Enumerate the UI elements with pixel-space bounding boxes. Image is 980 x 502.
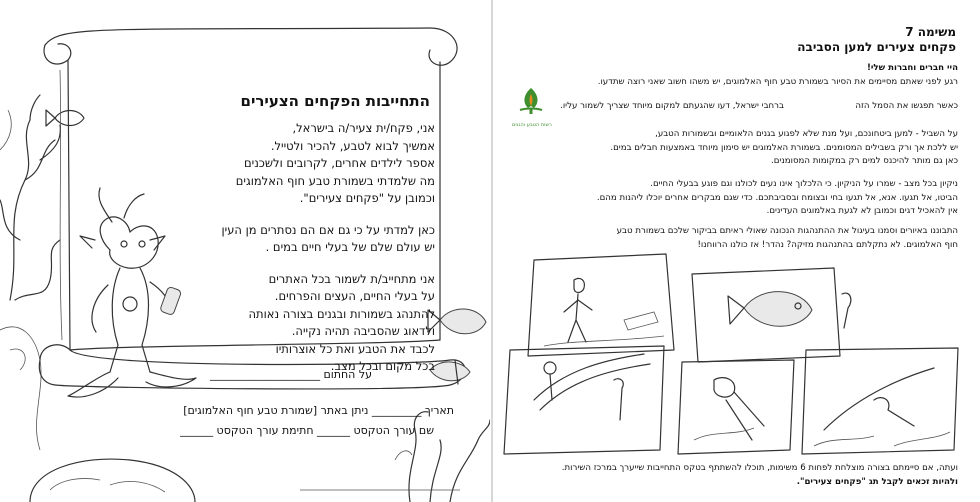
fish-right-illustration xyxy=(428,309,486,384)
illustration-instructions xyxy=(512,225,958,252)
pledge-line: וכמובן על "פקחים צעירים". xyxy=(299,191,435,205)
nature-parks-logo-icon xyxy=(512,84,550,124)
pledge-line: מה שלמדתי בשמורת טבע חוף האלמוגים xyxy=(235,173,435,188)
logo-sentence-b: ברחבי ישראל, דעו שהגעתם למקום מיוחד שצריך לשמור עליו. xyxy=(560,101,784,111)
pledge-spacer xyxy=(150,257,435,271)
instruction-line: התבוננו באיורים וסמנו בעיגול את ההתנהגות הנכונה שאולי ראיתם בביקור שלכם בשמורת טבע xyxy=(616,226,958,236)
intro-text: רגע לפני שאתם מסיימים את הסיור בשמורת טבע חוף האלמוגים, יש משהו חשוב שאני רוצה שתדעו. xyxy=(597,77,958,87)
pledge-line: אמשיך לבוא לטבע, להכיר ולטייל. xyxy=(270,138,435,153)
pledge-line: להתנהג בשמורות ובגנים בצורה נאותה xyxy=(248,306,435,321)
date-site-line: תאריך _________ ניתן באתר [שמורת טבע חוף האלמוגים] xyxy=(183,404,454,417)
pledge-line: אני מתחייב/ת לשמור בכל האתרים xyxy=(268,271,435,286)
panel-fish xyxy=(692,268,851,362)
pledge-line: לכבד את הטבע ואת כל אוצרותיו xyxy=(275,341,435,356)
footer-line: ועתה, אם סיימתם בצורה מוצלחת לפחות 6 משימות, תוכלו להשתתף בטקס התחייבות שייערך במרכז השירות. xyxy=(561,463,958,473)
clean-line: ניקיון בכל מצב - שמרו על הניקיון. כי הלכלוך אינו נעים לכולנו וגם פוגע בבעלי החיים. xyxy=(650,179,958,189)
panel-beach-walk xyxy=(528,254,674,356)
mission-title: פקחים צעירים למען הסביבה xyxy=(797,40,956,54)
mission-label: משימה 7 xyxy=(905,25,956,39)
panel-diver xyxy=(678,360,794,454)
clean-line: אין להאכיל דגים וכמובן לא לגעת באלמוגים העדינים. xyxy=(766,206,958,217)
coral-left-illustration xyxy=(0,95,60,450)
pledge-text xyxy=(150,120,435,376)
instruction-line: חוף האלמוגים. לא נתקלתם בהתנהגות מזיקה? נהדר! אז כולנו הרווחנו! xyxy=(697,239,958,250)
pledge-title: התחייבות הפקחים הצעירים xyxy=(240,92,430,110)
trail-line: כאן גם מותר להיכנס למים רק במקומות המסומנים. xyxy=(770,156,958,167)
panel-snorkeler xyxy=(802,348,958,454)
trail-section xyxy=(512,128,958,169)
greeting: היי חברים וחברות שלי! xyxy=(866,63,958,73)
behavior-illustrations xyxy=(494,250,980,455)
logo-sentence-a: כאשר תפגשו את הסמל הזה xyxy=(855,101,958,111)
footer-text xyxy=(512,462,958,489)
pledge-line: יש עולם שלם של בעלי חיים במים . xyxy=(265,240,435,254)
cleanliness-section xyxy=(512,178,958,219)
logo-sentence xyxy=(512,100,958,130)
signature-label: על החתום ____________________ xyxy=(209,368,372,381)
page-gutter xyxy=(491,0,493,502)
text-editor-line: שם עורך הטקסט ______ חתימת עורך הטקסט ______ xyxy=(180,424,434,437)
logo-caption: רשות הטבע והגנים xyxy=(512,122,552,128)
clean-line: הביטו, אל תגעו. אנא, אל תגעו בחי ובצומח ובסביבתכם. כדי שגם מבקרים אחרים יוכלו ליהנות מהם. xyxy=(596,192,958,203)
trail-line: יש ללכת אך ורק בשבילים המסומנים. בשמורת האלמוגים יש סימון מיוחד באמצעות חבלים במים. xyxy=(610,142,958,153)
fish-top-illustration xyxy=(46,110,84,126)
panel-rope-swimmers xyxy=(504,346,664,454)
pledge-line: כאן למדתי על כי גם אם הם נסתרים מן העין xyxy=(221,222,435,237)
pledge-line: אספר לילדים אחרים, לקרובים ולשכנים xyxy=(244,156,435,170)
trail-line: על השביל - למען ביטחונכם, ועל מנת שלא לפגוע בגנים הלאומיים ובשמורות הטבע, xyxy=(655,129,958,139)
pledge-spacer xyxy=(150,208,435,222)
pledge-line: ולדאוג שהסביבה תהיה נקייה. xyxy=(291,324,435,338)
pledge-line: אני, פקח/ית צעיר/ה בישראל, xyxy=(292,121,435,135)
right-page xyxy=(494,0,980,502)
footer-line: ולהיות זכאים לקבל תג "פקחים צעירים". xyxy=(796,476,958,487)
pledge-line: על בעלי החיים, העצים והפרחים. xyxy=(274,289,435,303)
pledge-line: בכל מקום ובכל מצב. xyxy=(330,359,435,373)
